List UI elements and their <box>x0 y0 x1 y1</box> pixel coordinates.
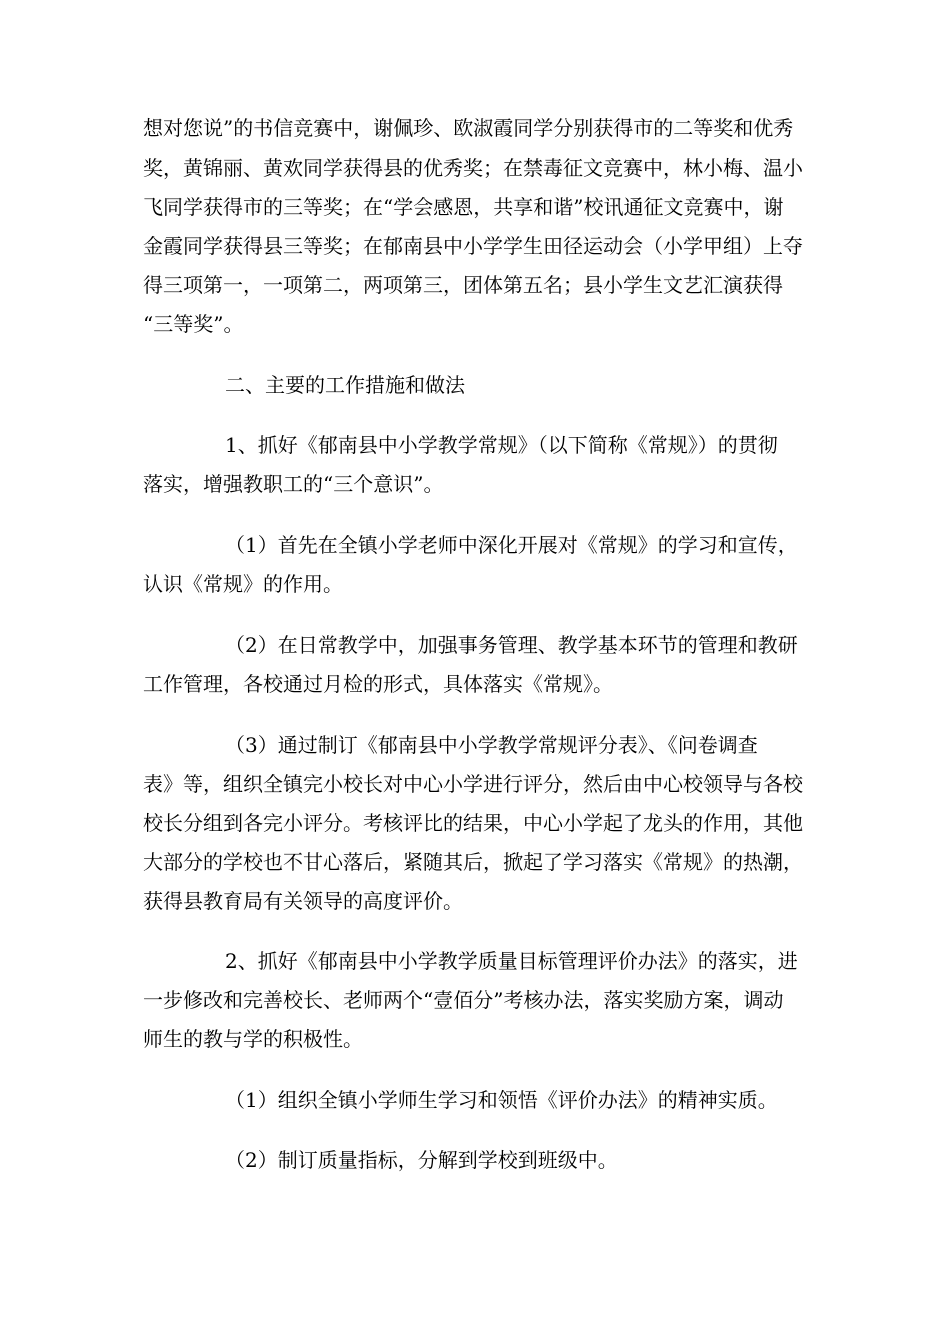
text-line: 飞同学获得市的三等奖；在“学会感恩，共享和谐”校讯通征文竞赛中，谢 <box>143 195 784 219</box>
text-line: 一步修改和完善校长、老师两个“壹佰分”考核办法，落实奖励方案，调动 <box>143 988 784 1012</box>
text-line: （2）在日常教学中，加强事务管理、教学基本环节的管理和教研 <box>225 633 798 657</box>
text-line: （1）首先在全镇小学老师中深化开展对《常规》的学习和宣传， <box>225 533 798 557</box>
text-line: 想对您说”的书信竞赛中，谢佩珍、欧淑霞同学分别获得市的二等奖和优秀 <box>143 116 794 140</box>
section-heading: 二、主要的工作措施和做法 <box>225 373 465 397</box>
text-line: 校长分组到各完小评分。考核评比的结果，中心小学起了龙头的作用，其他 <box>143 811 803 835</box>
text-line: 得三项第一，一项第二，两项第三，团体第五名；县小学生文艺汇演获得 <box>143 273 783 297</box>
text-line: 工作管理，各校通过月检的形式，具体落实《常规》。 <box>143 672 613 696</box>
text-line: 表》等，组织全镇完小校长对中心小学进行评分，然后由中心校领导与各校 <box>143 772 803 796</box>
text-line: “三等奖”。 <box>143 312 244 336</box>
text-line: 1、抓好《郁南县中小学教学常规》（以下简称《常规》）的贯彻 <box>225 433 778 457</box>
text-line: 落实，增强教职工的“三个意识”。 <box>143 472 444 496</box>
text-line: （1）组织全镇小学师生学习和领悟《评价办法》的精神实质。 <box>225 1088 778 1112</box>
text-line: 大部分的学校也不甘心落后，紧随其后，掀起了学习落实《常规》的热潮， <box>143 850 803 874</box>
text-line: 获得县教育局有关领导的高度评价。 <box>143 889 463 913</box>
text-line: （3）通过制订《郁南县中小学教学常规评分表》、《问卷调查 <box>225 733 758 757</box>
text-line: 2、抓好《郁南县中小学教学质量目标管理评价办法》的落实，进 <box>225 949 798 973</box>
text-line: 师生的教与学的积极性。 <box>143 1027 363 1051</box>
text-line: 金霞同学获得县三等奖；在郁南县中小学学生田径运动会（小学甲组）上夺 <box>143 234 803 258</box>
text-line: （2）制订质量指标，分解到学校到班级中。 <box>225 1148 618 1172</box>
text-line: 认识《常规》的作用。 <box>143 572 343 596</box>
text-line: 奖，黄锦丽、黄欢同学获得县的优秀奖；在禁毒征文竞赛中，林小梅、温小 <box>143 156 803 180</box>
